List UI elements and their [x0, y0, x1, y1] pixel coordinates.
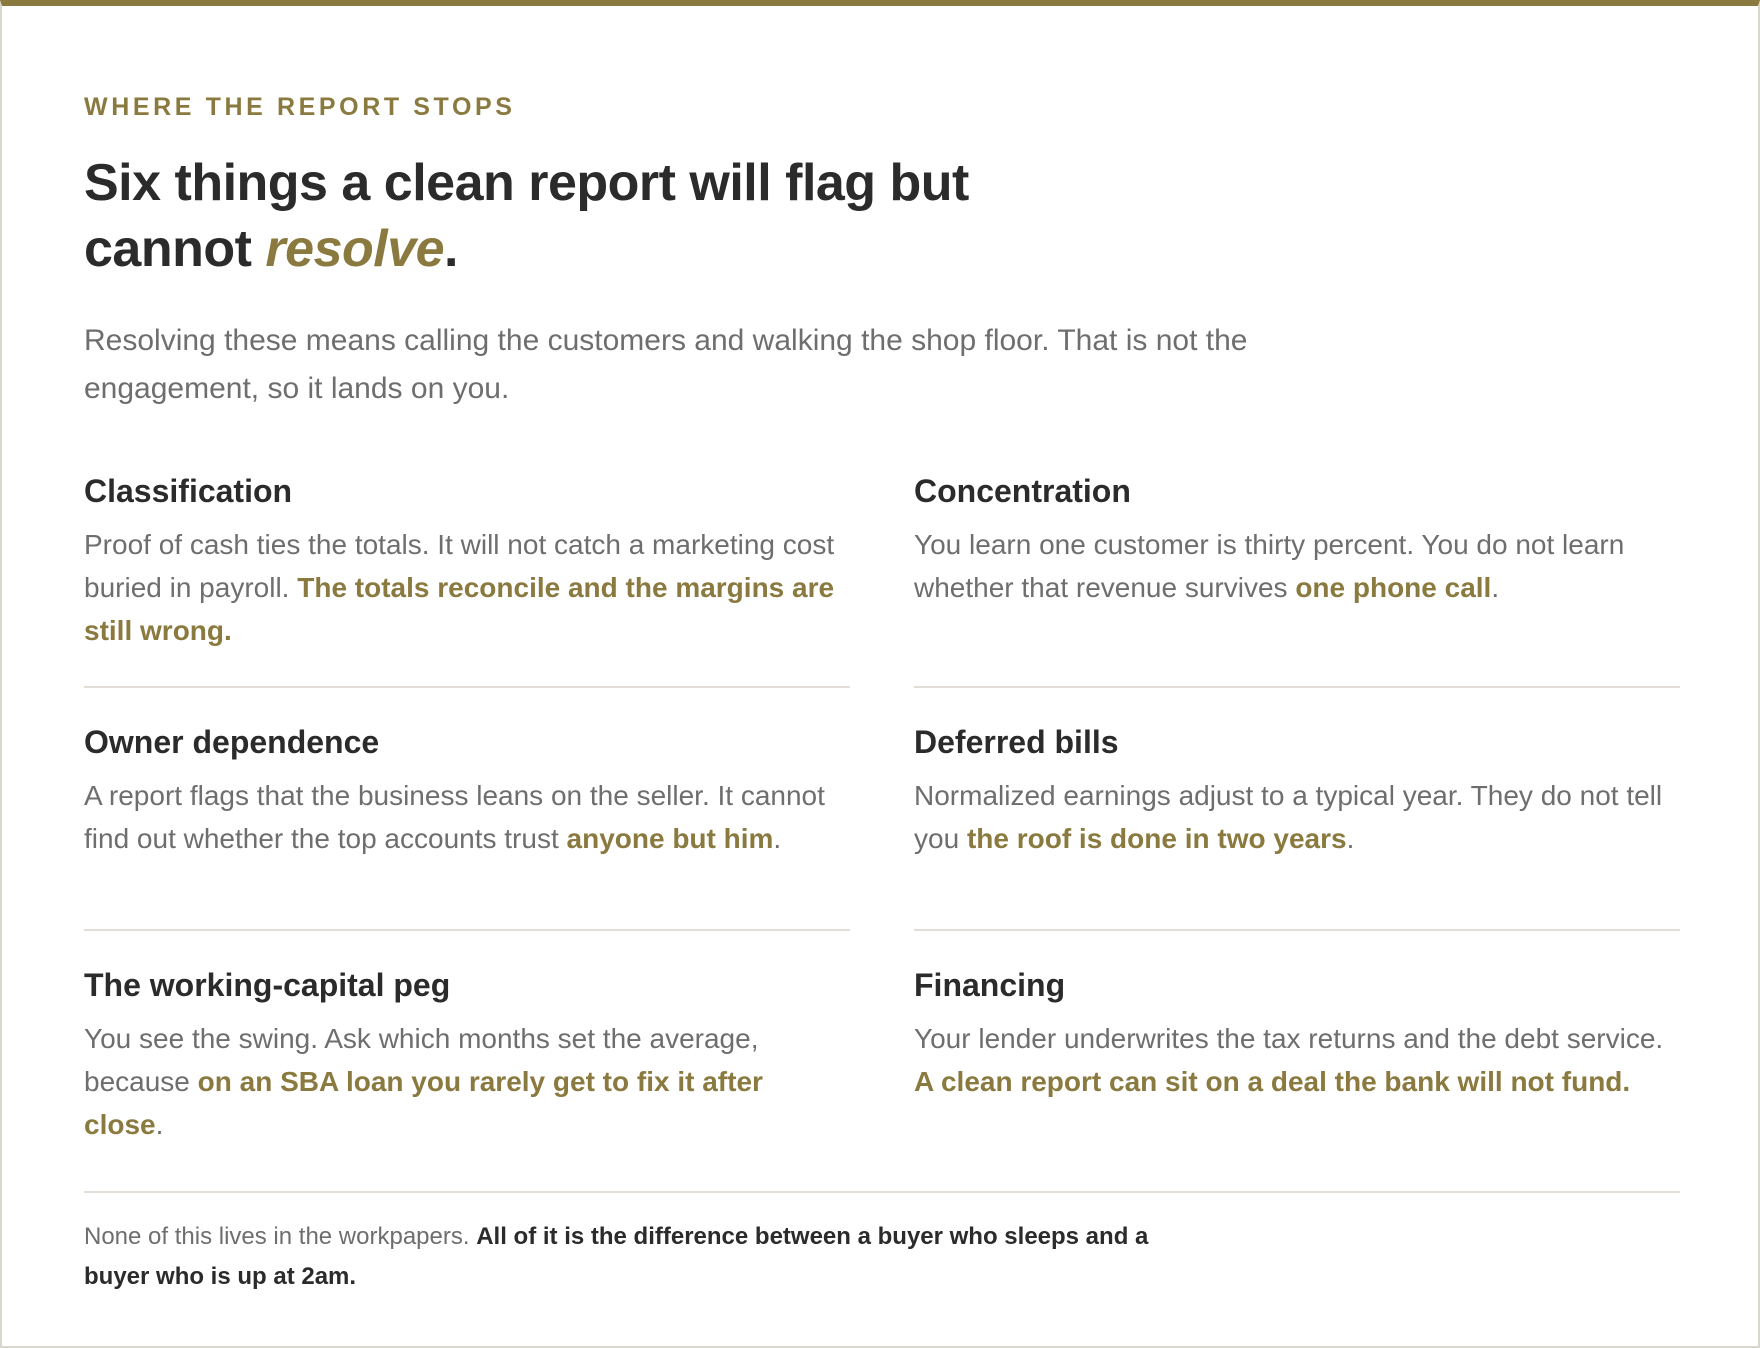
flag-body: [914, 1017, 1680, 1103]
footer-strong-text: All of it is the difference between a buyer who sleeps and a buyer who is up at 2am.: [84, 1223, 1149, 1290]
flag-body-tail: .: [1491, 571, 1500, 603]
flag-body-highlight: one phone call: [1295, 571, 1492, 603]
flag-body-text: Normalized earnings adjust to a typical year. They do not tell you: [914, 779, 1663, 854]
flag-body-tail: .: [1346, 822, 1355, 854]
title-period: .: [444, 220, 458, 278]
title-text: Six things a clean report will flag but cannot: [84, 154, 969, 278]
flag-item-owner-dependence: [84, 722, 850, 931]
flag-body-highlight: the roof is done in two years: [966, 822, 1347, 854]
flag-title: Concentration: [914, 472, 1131, 509]
flag-item-deferred-bills: [914, 722, 1680, 931]
card-content: [84, 88, 1680, 1290]
flag-body-highlight: The totals reconcile and the margins are still wrong.: [84, 571, 835, 646]
flag-item-working-capital-peg: [84, 965, 850, 1180]
flag-body-text: A report flags that the business leans on the seller. It cannot find out whether the top accounts trust: [84, 779, 825, 854]
flag-body: [84, 774, 850, 860]
flag-body: [914, 523, 1680, 609]
intro-paragraph: Resolving these means calling the customers and walking the shop floor. That is not the engagement, so it lands on you.: [84, 323, 1248, 405]
footer-text: [84, 1217, 1204, 1297]
flag-body-tail: .: [155, 1108, 164, 1140]
flag-item-concentration: [914, 471, 1680, 688]
footer-plain-text: None of this lives in the workpapers.: [84, 1223, 477, 1250]
flag-item-financing: [914, 965, 1680, 1180]
flag-title: Financing: [914, 966, 1066, 1003]
flag-body-tail: .: [773, 822, 782, 854]
flag-body: [914, 774, 1680, 860]
flag-body-highlight: A clean report can sit on a deal the bank will not fund.: [914, 1065, 1631, 1097]
flag-title: Owner dependence: [84, 723, 380, 760]
flag-body-highlight: anyone but him: [566, 822, 774, 854]
flag-body-highlight: on an SBA loan you rarely get to fix it after close: [84, 1065, 763, 1140]
eyebrow-label: WHERE THE REPORT STOPS: [84, 93, 516, 121]
flag-body-text: You see the swing. Ask which months set the average, because: [84, 1022, 759, 1097]
footer-note: [84, 1191, 1680, 1297]
flag-title: Deferred bills: [914, 723, 1119, 760]
page-title: [84, 150, 1084, 282]
flag-title: The working-capital peg: [84, 966, 451, 1003]
flag-grid: [84, 471, 1680, 1180]
flag-title: Classification: [84, 472, 293, 509]
flag-body: [84, 1017, 850, 1146]
flag-body-text: Proof of cash ties the totals. It will not catch a marketing cost buried in payroll.: [84, 528, 835, 603]
flag-body: [84, 523, 850, 652]
title-accent-word: resolve: [265, 220, 445, 278]
flag-item-classification: [84, 471, 850, 688]
flag-body-text: You learn one customer is thirty percent. You do not learn whether that revenue survives: [914, 528, 1625, 603]
flag-body-text: Your lender underwrites the tax returns and the debt service.: [914, 1022, 1664, 1054]
